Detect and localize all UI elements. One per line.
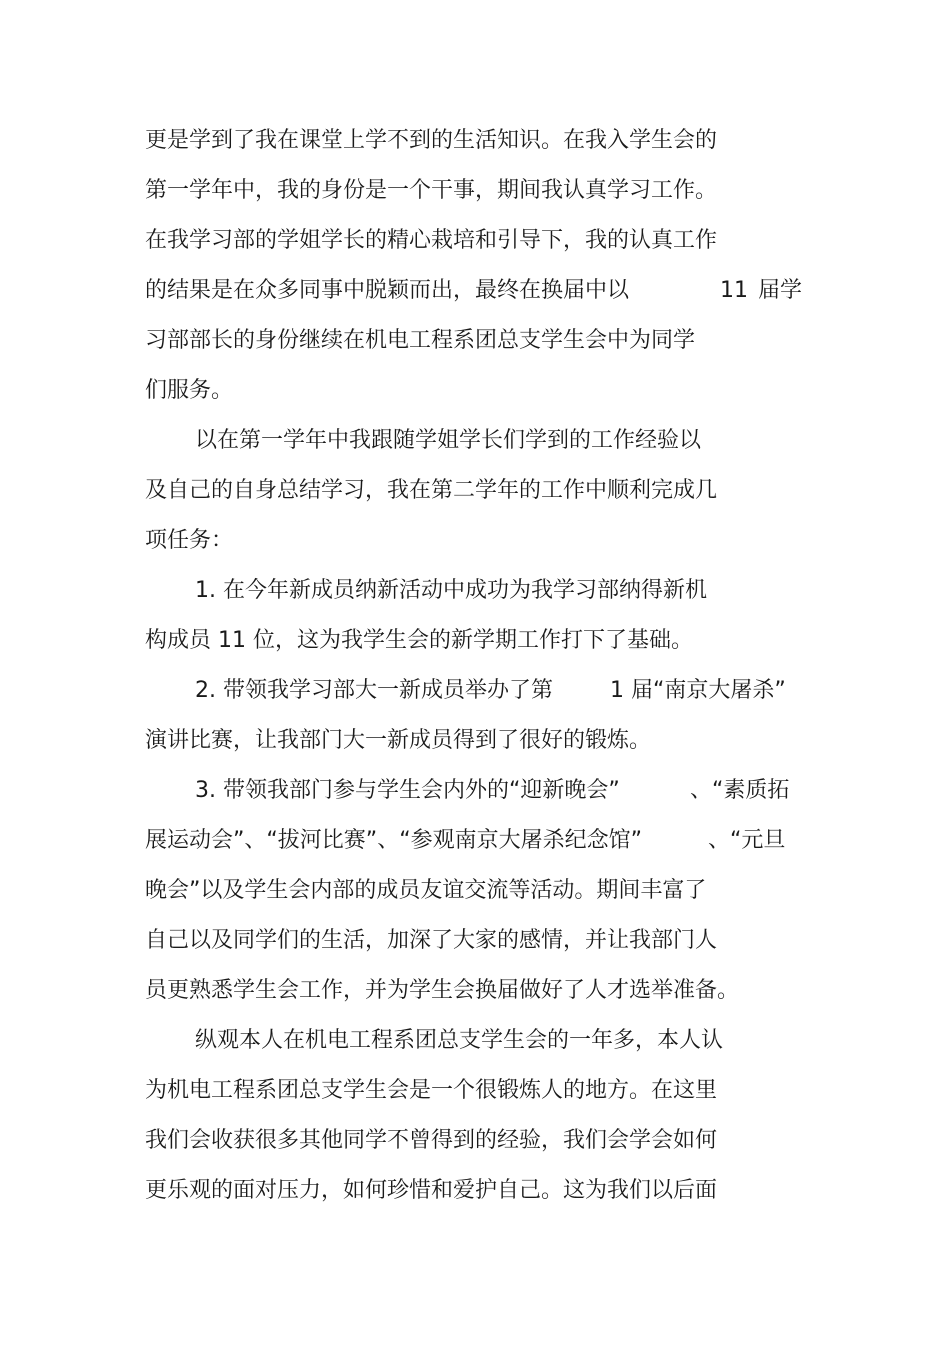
text-line: 第一学年中，我的身份是一个干事，期间我认真学习工作。: [145, 178, 718, 203]
text-line: 的结果是在众多同事中脱颖而出，最终在换届中以: [145, 278, 630, 303]
text-line: 更是学到了我在课堂上学不到的生活知识。在我入学生会的: [145, 128, 718, 153]
text-line: 演讲比赛，让我部门大一新成员得到了很好的锻炼。: [145, 728, 652, 753]
text-fragment: 11: [720, 278, 748, 303]
text-line: 在我学习部的学姐学长的精心栽培和引导下，我的认真工作: [145, 228, 718, 253]
text-fragment: 、“元旦: [708, 828, 786, 853]
list-item-1: 1. 在今年新成员纳新活动中成功为我学习部纳得新机: [195, 578, 707, 603]
text-line: 及自己的自身总结学习，我在第二学年的工作中顺利完成几: [145, 478, 718, 503]
text-line: 更乐观的面对压力，如何珍惜和爱护自己。这为我们以后面: [145, 1178, 718, 1203]
list-item-3: 3. 带领我部门参与学生会内外的“迎新晚会”: [195, 778, 620, 803]
text-line: 为机电工程系团总支学生会是一个很锻炼人的地方。在这里: [145, 1078, 718, 1103]
text-line: 习部部长的身份继续在机电工程系团总支学生会中为同学: [145, 328, 696, 353]
text-line: 项任务：: [145, 528, 234, 553]
text-fragment: 届学: [758, 278, 803, 303]
text-fragment: 、“素质拓: [690, 778, 790, 803]
text-line: 自己以及同学们的生活，加深了大家的感情，并让我部门人: [145, 928, 718, 953]
text-line: 我们会收获很多其他同学不曾得到的经验，我们会学会如何: [145, 1128, 718, 1153]
text-line: 展运动会”、“拔河比赛”、“参观南京大屠杀纪念馆”: [145, 828, 642, 853]
text-fragment: 1 届“南京大屠杀”: [610, 678, 786, 703]
text-line: 构成员 11 位，这为我学生会的新学期工作打下了基础。: [145, 628, 693, 653]
list-item-2: 2. 带领我学习部大一新成员举办了第: [195, 678, 553, 703]
paragraph-first-line: 纵观本人在机电工程系团总支学生会的一年多，本人认: [195, 1028, 724, 1053]
text-line: 们服务。: [145, 378, 234, 403]
paragraph-first-line: 以在第一学年中我跟随学姐学长们学到的工作经验以: [195, 428, 702, 453]
text-line: 员更熟悉学生会工作，并为学生会换届做好了人才选举准备。: [145, 978, 740, 1003]
text-line: 晚会”以及学生会内部的成员友谊交流等活动。期间丰富了: [145, 878, 707, 903]
